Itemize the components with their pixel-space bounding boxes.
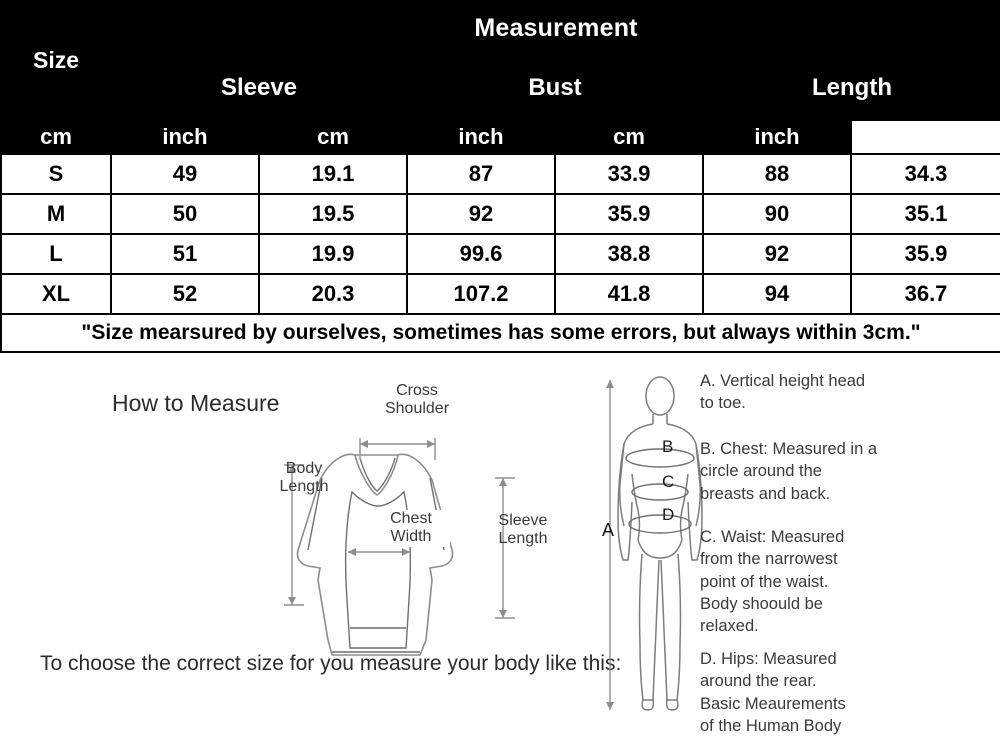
table-row	[1, 234, 1000, 274]
cell-s-bust-inch: 33.9	[555, 154, 703, 194]
measure-diagram	[0, 352, 1000, 747]
cell-s-sleeve-cm: 49	[111, 154, 259, 194]
cell-xl-bust-cm: 107.2	[407, 274, 555, 314]
header-unit-length-cm: cm	[555, 120, 703, 154]
header-unit-sleeve-inch: inch	[111, 120, 259, 154]
cell-l-length-cm: 92	[703, 234, 851, 274]
label-sleeve-length: Sleeve Length	[498, 512, 548, 548]
cell-xl-length-inch: 36.7	[851, 274, 1000, 314]
cell-xl-length-cm: 94	[703, 274, 851, 314]
legend-item-b: B. Chest: Measured in a circle around the breasts and back.	[700, 440, 878, 503]
header-group-length: Length	[703, 55, 1000, 120]
cell-m-bust-cm: 92	[407, 194, 555, 234]
cell-m-sleeve-inch: 19.5	[259, 194, 407, 234]
cell-l-sleeve-inch: 19.9	[259, 234, 407, 274]
cell-m-length-cm: 90	[703, 194, 851, 234]
cell-m-bust-inch: 35.9	[555, 194, 703, 234]
label-cross-shoulder: Cross Shoulder	[384, 382, 450, 418]
row-size-l: L	[1, 234, 111, 274]
row-size-xl: XL	[1, 274, 111, 314]
table-row	[1, 154, 1000, 194]
cell-xl-sleeve-cm: 52	[111, 274, 259, 314]
cell-l-bust-inch: 38.8	[555, 234, 703, 274]
table-header-row-groups	[1, 55, 1000, 120]
header-unit-length-inch: inch	[703, 120, 851, 154]
legend-item-a: A. Vertical height head to toe.	[700, 372, 866, 413]
table-header-row-units	[1, 120, 1000, 154]
cell-l-length-inch: 35.9	[851, 234, 1000, 274]
header-size: Size	[1, 1, 111, 120]
header-unit-bust-cm: cm	[259, 120, 407, 154]
cell-s-length-cm: 88	[703, 154, 851, 194]
header-unit-bust-inch: inch	[407, 120, 555, 154]
size-table-container	[0, 0, 1000, 353]
cell-s-length-inch: 34.3	[851, 154, 1000, 194]
label-body-length: Body Length	[279, 460, 329, 496]
table-row	[1, 274, 1000, 314]
table-note-row	[1, 314, 1000, 352]
cell-m-length-inch: 35.1	[851, 194, 1000, 234]
header-group-bust: Bust	[407, 55, 703, 120]
cell-l-bust-cm: 99.6	[407, 234, 555, 274]
table-row	[1, 194, 1000, 234]
bottom-instruction: To choose the correct size for you measure your body like this:	[40, 652, 622, 675]
row-size-m: M	[1, 194, 111, 234]
header-group-sleeve: Sleeve	[111, 55, 407, 120]
header-measurement: Measurement	[111, 1, 1000, 55]
body-letter-b: B	[662, 437, 674, 456]
body-letter-a: A	[601, 520, 614, 540]
table-header-row-measurement	[1, 1, 1000, 55]
legend-item-d: D. Hips: Measured around the rear. Basic Meaurements of the Human Body	[700, 650, 846, 735]
cell-xl-bust-inch: 41.8	[555, 274, 703, 314]
legend-item-c: C. Waist: Measured from the narrowest point of the waist. Body shoould be relaxed.	[700, 528, 845, 636]
cell-s-sleeve-inch: 19.1	[259, 154, 407, 194]
label-chest-width: Chest Width	[372, 510, 450, 547]
cell-l-sleeve-cm: 51	[111, 234, 259, 274]
how-to-measure-title: How to Measure	[112, 390, 280, 416]
table-note: "Size mearsured by ourselves, sometimes has some errors, but always within 3cm."	[1, 314, 1000, 352]
body-letter-c: C	[662, 472, 675, 491]
row-size-s: S	[1, 154, 111, 194]
body-letter-d: D	[662, 505, 675, 524]
header-unit-sleeve-cm: cm	[1, 120, 111, 154]
size-table	[0, 0, 1000, 353]
cell-xl-sleeve-inch: 20.3	[259, 274, 407, 314]
cell-s-bust-cm: 87	[407, 154, 555, 194]
cell-m-sleeve-cm: 50	[111, 194, 259, 234]
